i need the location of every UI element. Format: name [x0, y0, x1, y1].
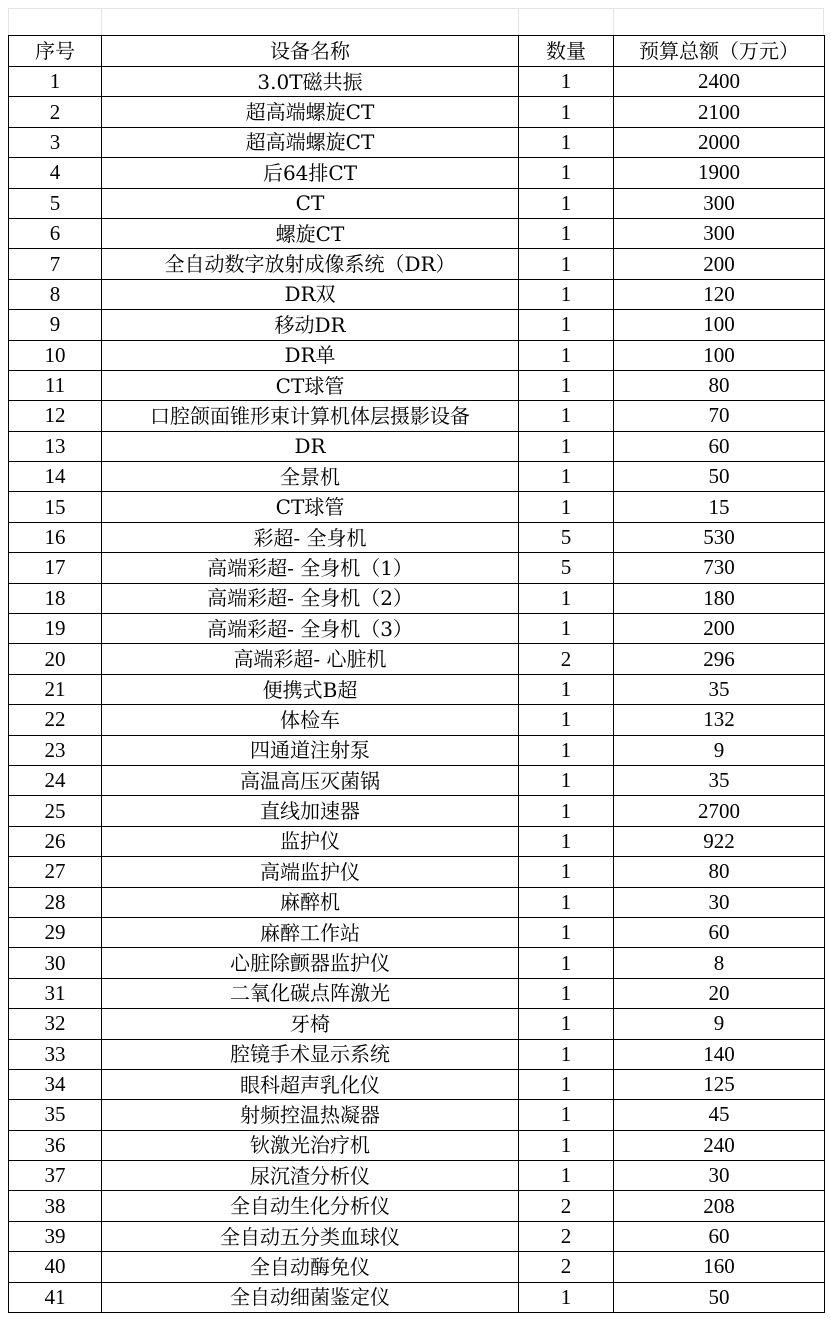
cell-budget[interactable]: 730 — [614, 553, 825, 583]
cell-quantity[interactable]: 1 — [519, 796, 614, 826]
cell-budget[interactable]: 100 — [614, 340, 825, 370]
cell-quantity[interactable]: 1 — [519, 127, 614, 157]
cell-index[interactable]: 2 — [9, 97, 102, 127]
cell-device-name[interactable]: 高端彩超- 全身机（3） — [102, 614, 519, 644]
cell-device-name[interactable]: 牙椅 — [102, 1009, 519, 1039]
table-row — [9, 310, 825, 340]
cell-device-name[interactable]: 3.0T磁共振 — [102, 67, 519, 97]
cell-index[interactable]: 36 — [9, 1130, 102, 1160]
cell-quantity[interactable]: 1 — [519, 462, 614, 492]
cell-device-name[interactable]: DR单 — [102, 340, 519, 370]
cell-quantity[interactable]: 1 — [519, 887, 614, 917]
cell-device-name[interactable]: 全自动细菌鉴定仪 — [102, 1282, 519, 1312]
cell-index[interactable]: 34 — [9, 1069, 102, 1099]
table-row — [9, 1069, 825, 1099]
cell-device-name[interactable]: 二氧化碳点阵激光 — [102, 978, 519, 1008]
table-row — [9, 614, 825, 644]
header-budget[interactable]: 预算总额（万元） — [614, 36, 825, 67]
cell-index[interactable]: 23 — [9, 735, 102, 765]
cell-quantity[interactable]: 1 — [519, 431, 614, 461]
cell-device-name[interactable]: 心脏除颤器监护仪 — [102, 948, 519, 978]
table-row — [9, 857, 825, 887]
table-row — [9, 583, 825, 613]
cell-device-name[interactable]: 全景机 — [102, 462, 519, 492]
cell-index[interactable]: 40 — [9, 1252, 102, 1282]
cell-quantity[interactable]: 1 — [519, 310, 614, 340]
cell-budget[interactable]: 8 — [614, 948, 825, 978]
cell-budget[interactable]: 2100 — [614, 97, 825, 127]
gridline — [823, 8, 824, 35]
cell-index[interactable]: 1 — [9, 67, 102, 97]
cell-budget[interactable]: 1900 — [614, 158, 825, 188]
cell-device-name[interactable]: 移动DR — [102, 310, 519, 340]
cell-quantity[interactable]: 5 — [519, 522, 614, 552]
table-row — [9, 1191, 825, 1221]
cell-quantity[interactable]: 1 — [519, 978, 614, 1008]
cell-device-name[interactable]: 口腔颌面锥形束计算机体层摄影设备 — [102, 401, 519, 431]
cell-quantity[interactable]: 2 — [519, 1221, 614, 1251]
cell-index[interactable]: 26 — [9, 826, 102, 856]
cell-quantity[interactable]: 2 — [519, 1252, 614, 1282]
cell-index[interactable]: 18 — [9, 583, 102, 613]
cell-index[interactable]: 29 — [9, 917, 102, 947]
table-row — [9, 522, 825, 552]
cell-device-name[interactable]: 全自动生化分析仪 — [102, 1191, 519, 1221]
cell-budget[interactable]: 30 — [614, 887, 825, 917]
cell-quantity[interactable]: 1 — [519, 1130, 614, 1160]
cell-quantity[interactable]: 1 — [519, 1069, 614, 1099]
cell-index[interactable]: 39 — [9, 1221, 102, 1251]
cell-index[interactable]: 10 — [9, 340, 102, 370]
cell-budget[interactable]: 2700 — [614, 796, 825, 826]
cell-device-name[interactable]: CT — [102, 188, 519, 218]
equipment-budget-table — [8, 35, 825, 1313]
cell-quantity[interactable]: 1 — [519, 1039, 614, 1069]
table-row — [9, 1039, 825, 1069]
table-row — [9, 1252, 825, 1282]
cell-index[interactable]: 22 — [9, 705, 102, 735]
cell-quantity[interactable]: 1 — [519, 705, 614, 735]
cell-index[interactable]: 14 — [9, 462, 102, 492]
header-row — [9, 36, 825, 67]
cell-budget[interactable]: 140 — [614, 1039, 825, 1069]
cell-budget[interactable]: 60 — [614, 1221, 825, 1251]
cell-budget[interactable]: 300 — [614, 188, 825, 218]
cell-device-name[interactable]: 超高端螺旋CT — [102, 97, 519, 127]
cell-budget[interactable]: 180 — [614, 583, 825, 613]
cell-device-name[interactable]: 高端彩超- 全身机（1） — [102, 553, 519, 583]
cell-device-name[interactable]: 超高端螺旋CT — [102, 127, 519, 157]
table-row — [9, 978, 825, 1008]
table-row — [9, 887, 825, 917]
cell-device-name[interactable]: 钬激光治疗机 — [102, 1130, 519, 1160]
cell-budget[interactable]: 2400 — [614, 67, 825, 97]
cell-quantity[interactable]: 1 — [519, 583, 614, 613]
cell-device-name[interactable]: CT球管 — [102, 370, 519, 400]
cell-budget[interactable]: 45 — [614, 1100, 825, 1130]
cell-device-name[interactable]: 尿沉渣分析仪 — [102, 1161, 519, 1191]
cell-device-name[interactable]: 螺旋CT — [102, 218, 519, 248]
table-row — [9, 553, 825, 583]
cell-index[interactable]: 6 — [9, 218, 102, 248]
table-row — [9, 644, 825, 674]
cell-device-name[interactable]: 便携式B超 — [102, 674, 519, 704]
cell-device-name[interactable]: 高端彩超- 全身机（2） — [102, 583, 519, 613]
cell-budget[interactable]: 20 — [614, 978, 825, 1008]
cell-index[interactable]: 20 — [9, 644, 102, 674]
table-row — [9, 735, 825, 765]
cell-quantity[interactable]: 1 — [519, 401, 614, 431]
cell-budget[interactable]: 200 — [614, 249, 825, 279]
cell-device-name[interactable]: 后64排CT — [102, 158, 519, 188]
cell-quantity[interactable]: 5 — [519, 553, 614, 583]
cell-device-name[interactable]: 四通道注射泵 — [102, 735, 519, 765]
table-row — [9, 127, 825, 157]
cell-budget[interactable]: 208 — [614, 1191, 825, 1221]
table-row — [9, 826, 825, 856]
cell-quantity[interactable]: 1 — [519, 614, 614, 644]
table-row — [9, 1282, 825, 1312]
table-row — [9, 67, 825, 97]
cell-budget[interactable]: 922 — [614, 826, 825, 856]
cell-index[interactable]: 31 — [9, 978, 102, 1008]
cell-index[interactable]: 37 — [9, 1161, 102, 1191]
cell-device-name[interactable]: 眼科超声乳化仪 — [102, 1069, 519, 1099]
gridline — [613, 8, 614, 35]
cell-index[interactable]: 19 — [9, 614, 102, 644]
cell-budget[interactable]: 120 — [614, 279, 825, 309]
cell-device-name[interactable]: 麻醉机 — [102, 887, 519, 917]
table-row — [9, 401, 825, 431]
table-row — [9, 705, 825, 735]
cell-index[interactable]: 41 — [9, 1282, 102, 1312]
cell-quantity[interactable]: 1 — [519, 674, 614, 704]
cell-budget[interactable]: 296 — [614, 644, 825, 674]
cell-quantity[interactable]: 1 — [519, 857, 614, 887]
table-row — [9, 917, 825, 947]
table-row — [9, 188, 825, 218]
cell-budget[interactable]: 200 — [614, 614, 825, 644]
header-index[interactable]: 序号 — [9, 36, 102, 67]
cell-index[interactable]: 5 — [9, 188, 102, 218]
cell-device-name[interactable]: 高端监护仪 — [102, 857, 519, 887]
cell-quantity[interactable]: 1 — [519, 1009, 614, 1039]
gridline — [8, 8, 9, 35]
cell-index[interactable]: 27 — [9, 857, 102, 887]
cell-index[interactable]: 28 — [9, 887, 102, 917]
gridline — [8, 8, 824, 9]
table-row — [9, 431, 825, 461]
cell-device-name[interactable]: 体检车 — [102, 705, 519, 735]
table-row — [9, 1100, 825, 1130]
table-row — [9, 1161, 825, 1191]
cell-quantity[interactable]: 1 — [519, 735, 614, 765]
empty-grid-row — [8, 8, 824, 35]
cell-index[interactable]: 32 — [9, 1009, 102, 1039]
table-row — [9, 462, 825, 492]
cell-budget[interactable]: 80 — [614, 370, 825, 400]
cell-budget[interactable]: 160 — [614, 1252, 825, 1282]
cell-index[interactable]: 17 — [9, 553, 102, 583]
cell-budget[interactable]: 2000 — [614, 127, 825, 157]
cell-device-name[interactable]: 彩超- 全身机 — [102, 522, 519, 552]
cell-quantity[interactable]: 1 — [519, 279, 614, 309]
cell-quantity[interactable]: 1 — [519, 370, 614, 400]
cell-quantity[interactable]: 1 — [519, 1100, 614, 1130]
cell-quantity[interactable]: 1 — [519, 97, 614, 127]
cell-budget[interactable]: 9 — [614, 735, 825, 765]
cell-index[interactable]: 21 — [9, 674, 102, 704]
cell-budget[interactable]: 300 — [614, 218, 825, 248]
cell-budget[interactable]: 80 — [614, 857, 825, 887]
cell-index[interactable]: 8 — [9, 279, 102, 309]
cell-budget[interactable]: 9 — [614, 1009, 825, 1039]
cell-device-name[interactable]: 监护仪 — [102, 826, 519, 856]
gridline — [101, 8, 102, 35]
cell-device-name[interactable]: 直线加速器 — [102, 796, 519, 826]
table-row — [9, 1009, 825, 1039]
table-row — [9, 158, 825, 188]
cell-index[interactable]: 4 — [9, 158, 102, 188]
cell-budget[interactable]: 125 — [614, 1069, 825, 1099]
cell-device-name[interactable]: 高温高压灭菌锅 — [102, 765, 519, 795]
cell-quantity[interactable]: 1 — [519, 948, 614, 978]
table-row — [9, 249, 825, 279]
cell-device-name[interactable]: 腔镜手术显示系统 — [102, 1039, 519, 1069]
cell-quantity[interactable]: 1 — [519, 1161, 614, 1191]
table-row — [9, 765, 825, 795]
cell-index[interactable]: 11 — [9, 370, 102, 400]
cell-index[interactable]: 3 — [9, 127, 102, 157]
cell-device-name[interactable]: 全自动数字放射成像系统（DR） — [102, 249, 519, 279]
cell-budget[interactable]: 15 — [614, 492, 825, 522]
cell-device-name[interactable]: 高端彩超- 心脏机 — [102, 644, 519, 674]
cell-quantity[interactable]: 1 — [519, 218, 614, 248]
cell-quantity[interactable]: 2 — [519, 1191, 614, 1221]
cell-budget[interactable]: 30 — [614, 1161, 825, 1191]
cell-budget[interactable]: 60 — [614, 917, 825, 947]
table-body — [9, 67, 825, 1313]
cell-quantity[interactable]: 1 — [519, 340, 614, 370]
table-row — [9, 1130, 825, 1160]
cell-budget[interactable]: 70 — [614, 401, 825, 431]
cell-budget[interactable]: 132 — [614, 705, 825, 735]
table-row — [9, 370, 825, 400]
cell-quantity[interactable]: 1 — [519, 1282, 614, 1312]
cell-index[interactable]: 16 — [9, 522, 102, 552]
table-row — [9, 1221, 825, 1251]
cell-quantity[interactable]: 1 — [519, 765, 614, 795]
cell-quantity[interactable]: 2 — [519, 644, 614, 674]
table-row — [9, 340, 825, 370]
cell-index[interactable]: 9 — [9, 310, 102, 340]
cell-index[interactable]: 25 — [9, 796, 102, 826]
cell-index[interactable]: 35 — [9, 1100, 102, 1130]
table-row — [9, 97, 825, 127]
cell-quantity[interactable]: 1 — [519, 826, 614, 856]
cell-device-name[interactable]: DR双 — [102, 279, 519, 309]
cell-index[interactable]: 12 — [9, 401, 102, 431]
table-row — [9, 948, 825, 978]
cell-device-name[interactable]: 射频控温热凝器 — [102, 1100, 519, 1130]
cell-device-name[interactable]: 全自动五分类血球仪 — [102, 1221, 519, 1251]
table-row — [9, 674, 825, 704]
cell-device-name[interactable]: 麻醉工作站 — [102, 917, 519, 947]
table-row — [9, 218, 825, 248]
cell-device-name[interactable]: DR — [102, 431, 519, 461]
cell-quantity[interactable]: 1 — [519, 67, 614, 97]
cell-budget[interactable]: 50 — [614, 1282, 825, 1312]
cell-budget[interactable]: 530 — [614, 522, 825, 552]
header-quantity[interactable]: 数量 — [519, 36, 614, 67]
cell-quantity[interactable]: 1 — [519, 917, 614, 947]
header-device-name[interactable]: 设备名称 — [102, 36, 519, 67]
cell-quantity[interactable]: 1 — [519, 188, 614, 218]
cell-budget[interactable]: 60 — [614, 431, 825, 461]
gridline — [518, 8, 519, 35]
cell-budget[interactable]: 50 — [614, 462, 825, 492]
cell-index[interactable]: 15 — [9, 492, 102, 522]
table-row — [9, 796, 825, 826]
table-row — [9, 492, 825, 522]
cell-index[interactable]: 38 — [9, 1191, 102, 1221]
cell-budget[interactable]: 240 — [614, 1130, 825, 1160]
cell-index[interactable]: 33 — [9, 1039, 102, 1069]
cell-quantity[interactable]: 1 — [519, 158, 614, 188]
cell-budget[interactable]: 35 — [614, 765, 825, 795]
cell-index[interactable]: 30 — [9, 948, 102, 978]
cell-index[interactable]: 7 — [9, 249, 102, 279]
cell-quantity[interactable]: 1 — [519, 249, 614, 279]
cell-budget[interactable]: 35 — [614, 674, 825, 704]
cell-index[interactable]: 13 — [9, 431, 102, 461]
table-row — [9, 279, 825, 309]
cell-device-name[interactable]: CT球管 — [102, 492, 519, 522]
cell-index[interactable]: 24 — [9, 765, 102, 795]
cell-budget[interactable]: 100 — [614, 310, 825, 340]
cell-quantity[interactable]: 1 — [519, 492, 614, 522]
cell-device-name[interactable]: 全自动酶免仪 — [102, 1252, 519, 1282]
